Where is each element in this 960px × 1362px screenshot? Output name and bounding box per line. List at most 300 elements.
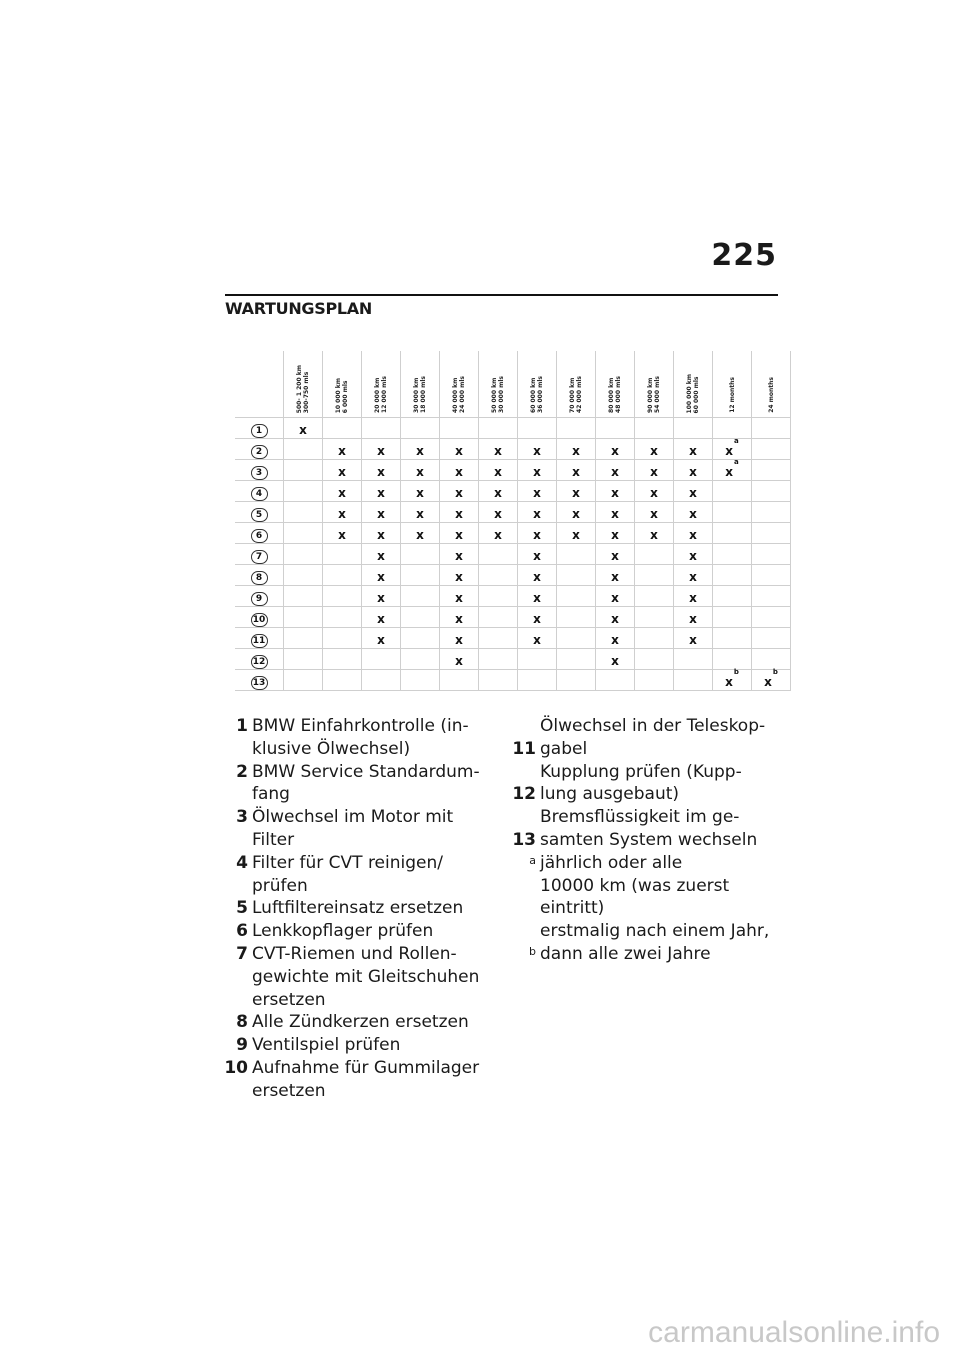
schedule-cell — [674, 628, 713, 649]
schedule-mark — [689, 570, 697, 584]
schedule-cell — [323, 502, 362, 523]
mark-x: x — [416, 485, 424, 500]
schedule-mark — [377, 633, 385, 647]
mark-x: x — [377, 464, 385, 479]
schedule-cell — [557, 544, 596, 565]
footnote-line — [500, 920, 790, 943]
legend-number: 7 — [236, 943, 248, 964]
row-number-badge: 10 — [251, 613, 268, 627]
schedule-cell — [635, 523, 674, 544]
schedule-cell — [596, 649, 635, 670]
legend-line — [212, 738, 497, 761]
legend-text: Ventilspiel prüfen — [252, 1035, 401, 1056]
schedule-mark — [455, 444, 463, 458]
schedule-cell — [362, 418, 401, 439]
column-header — [518, 351, 557, 418]
column-header — [713, 351, 752, 418]
column-header-label: 80 000 km 48 000 mls — [608, 376, 622, 413]
schedule-cell — [479, 628, 518, 649]
legend-line — [500, 715, 790, 738]
schedule-cell — [752, 481, 791, 502]
schedule-mark — [377, 486, 385, 500]
schedule-mark — [725, 436, 739, 458]
schedule-cell — [635, 586, 674, 607]
schedule-cell — [518, 649, 557, 670]
schedule-mark — [689, 444, 697, 458]
legend-line — [212, 1057, 497, 1080]
mark-x: x — [533, 443, 541, 458]
legend-line — [212, 875, 497, 898]
mark-x: x — [611, 506, 619, 521]
schedule-cell — [674, 439, 713, 460]
schedule-mark — [611, 507, 619, 521]
row-number-badge: 12 — [251, 655, 268, 669]
legend-line — [212, 897, 497, 920]
table-row — [235, 628, 791, 649]
schedule-cell — [557, 418, 596, 439]
schedule-cell — [479, 565, 518, 586]
mark-x: x — [764, 674, 772, 689]
legend-number: 9 — [236, 1035, 248, 1056]
legend-text: samten System wechseln — [540, 829, 758, 850]
schedule-cell — [362, 670, 401, 691]
schedule-mark — [416, 528, 424, 542]
column-header — [557, 351, 596, 418]
schedule-cell — [752, 439, 791, 460]
schedule-cell — [713, 586, 752, 607]
schedule-mark — [689, 549, 697, 563]
column-header-label: 20 000 km 12 000 mls — [374, 376, 388, 413]
schedule-mark — [377, 507, 385, 521]
row-number-badge: 6 — [251, 529, 268, 543]
footnote-line — [500, 852, 790, 875]
schedule-cell — [518, 670, 557, 691]
schedule-cell — [635, 607, 674, 628]
schedule-cell — [752, 628, 791, 649]
schedule-cell — [518, 607, 557, 628]
schedule-mark — [455, 549, 463, 563]
schedule-cell — [557, 586, 596, 607]
schedule-cell — [752, 607, 791, 628]
schedule-cell — [518, 565, 557, 586]
mark-x: x — [494, 485, 502, 500]
schedule-cell — [713, 649, 752, 670]
schedule-cell — [401, 460, 440, 481]
column-header — [479, 351, 518, 418]
column-header-label: 24 months — [767, 377, 775, 413]
schedule-cell — [323, 670, 362, 691]
legend-line — [212, 989, 497, 1012]
schedule-cell — [440, 607, 479, 628]
mark-x: x — [650, 506, 658, 521]
legend-text: Filter — [252, 829, 295, 850]
legend-line — [212, 761, 497, 784]
row-header — [235, 439, 284, 460]
schedule-cell — [557, 439, 596, 460]
legend-text: BMW Service Standardum- — [252, 761, 480, 782]
schedule-mark — [533, 465, 541, 479]
row-header — [235, 481, 284, 502]
schedule-cell — [440, 523, 479, 544]
mark-x: x — [377, 548, 385, 563]
schedule-cell — [284, 481, 323, 502]
table-corner — [235, 351, 284, 418]
mark-x: x — [533, 632, 541, 647]
schedule-cell — [557, 607, 596, 628]
table-row — [235, 439, 791, 460]
schedule-mark — [338, 528, 346, 542]
mark-x: x — [533, 527, 541, 542]
schedule-cell — [518, 628, 557, 649]
schedule-mark — [377, 444, 385, 458]
schedule-cell — [401, 544, 440, 565]
schedule-cell — [401, 628, 440, 649]
table-row — [235, 607, 791, 628]
mark-x: x — [611, 611, 619, 626]
schedule-cell — [323, 523, 362, 544]
schedule-cell — [713, 523, 752, 544]
schedule-mark — [494, 528, 502, 542]
schedule-cell — [362, 649, 401, 670]
row-header — [235, 565, 284, 586]
schedule-mark — [611, 528, 619, 542]
schedule-cell — [284, 607, 323, 628]
schedule-cell — [713, 436, 752, 460]
schedule-cell — [752, 523, 791, 544]
legend-number: 2 — [236, 761, 248, 782]
mark-x: x — [611, 632, 619, 647]
schedule-cell — [479, 502, 518, 523]
mark-x: x — [455, 506, 463, 521]
mark-x: x — [611, 485, 619, 500]
legend-line — [212, 920, 497, 943]
legend-text: CVT-Riemen und Rollen- — [252, 943, 457, 964]
table-row — [235, 502, 791, 523]
schedule-cell — [557, 523, 596, 544]
row-header — [235, 502, 284, 523]
schedule-cell — [362, 544, 401, 565]
schedule-mark — [455, 654, 463, 668]
maintenance-schedule-table — [235, 351, 791, 691]
mark-x: x — [689, 485, 697, 500]
schedule-cell — [284, 565, 323, 586]
footnote-text: eintritt) — [540, 898, 605, 919]
mark-x: x — [416, 443, 424, 458]
footnote-text: jährlich oder alle — [540, 852, 683, 873]
legend-text: BMW Einfahrkontrolle (in- — [252, 716, 469, 736]
schedule-cell — [401, 523, 440, 544]
schedule-mark — [689, 528, 697, 542]
schedule-cell — [557, 670, 596, 691]
mark-x: x — [650, 464, 658, 479]
column-header-label: 100 000 km 60 000 mls — [686, 373, 700, 413]
mark-x: x — [455, 632, 463, 647]
mark-x: x — [377, 632, 385, 647]
schedule-cell — [635, 670, 674, 691]
mark-x: x — [299, 422, 307, 437]
mark-x: x — [611, 569, 619, 584]
schedule-cell — [284, 460, 323, 481]
schedule-mark — [455, 528, 463, 542]
mark-x: x — [455, 653, 463, 668]
mark-x: x — [725, 674, 733, 689]
schedule-cell — [752, 460, 791, 481]
table-row — [235, 586, 791, 607]
legend-text: prüfen — [252, 875, 308, 896]
mark-x: x — [650, 485, 658, 500]
schedule-mark — [377, 465, 385, 479]
schedule-cell — [596, 523, 635, 544]
column-header — [752, 351, 791, 418]
legend-text: fang — [252, 784, 290, 805]
schedule-cell — [596, 544, 635, 565]
mark-x: x — [650, 443, 658, 458]
row-number-badge: 2 — [251, 445, 268, 459]
legend-text: Bremsflüssigkeit im ge- — [540, 807, 740, 828]
schedule-cell — [635, 439, 674, 460]
schedule-cell — [713, 667, 752, 691]
schedule-cell — [323, 418, 362, 439]
mark-x: x — [494, 527, 502, 542]
legend-text: Filter für CVT reinigen/ — [252, 852, 443, 873]
mark-x: x — [611, 443, 619, 458]
schedule-mark — [611, 654, 619, 668]
schedule-mark — [611, 591, 619, 605]
legend-line — [212, 783, 497, 806]
schedule-cell — [401, 502, 440, 523]
mark-x: x — [611, 548, 619, 563]
mark-x: x — [338, 464, 346, 479]
schedule-mark — [725, 457, 739, 479]
row-header — [235, 544, 284, 565]
schedule-cell — [752, 565, 791, 586]
legend-text: klusive Ölwechsel) — [252, 738, 411, 759]
schedule-cell — [479, 460, 518, 481]
schedule-mark — [455, 591, 463, 605]
schedule-cell — [440, 460, 479, 481]
schedule-cell — [557, 460, 596, 481]
mark-x: x — [572, 506, 580, 521]
table-row — [235, 544, 791, 565]
mark-x: x — [338, 443, 346, 458]
row-number-badge: 11 — [251, 634, 268, 648]
schedule-cell — [401, 586, 440, 607]
legend-line — [212, 829, 497, 852]
mark-x: x — [533, 464, 541, 479]
schedule-cell — [401, 670, 440, 691]
column-header-label: 70 000 km 42 000 mls — [569, 376, 583, 413]
legend-line — [212, 1080, 497, 1103]
schedule-mark — [533, 486, 541, 500]
schedule-mark — [611, 444, 619, 458]
schedule-cell — [635, 460, 674, 481]
schedule-cell — [362, 502, 401, 523]
schedule-cell — [479, 523, 518, 544]
row-number-badge: 1 — [251, 424, 268, 438]
schedule-mark — [533, 633, 541, 647]
schedule-cell — [362, 523, 401, 544]
table-row — [235, 418, 791, 439]
legend-number: 11 — [512, 738, 536, 759]
schedule-cell — [479, 607, 518, 628]
header-rule — [225, 294, 778, 296]
column-header — [323, 351, 362, 418]
row-number-badge: 4 — [251, 487, 268, 501]
schedule-mark — [611, 570, 619, 584]
schedule-cell — [362, 586, 401, 607]
schedule-mark — [689, 507, 697, 521]
legend-text: ersetzen — [252, 989, 326, 1010]
legend-line — [500, 738, 790, 761]
schedule-cell — [323, 607, 362, 628]
schedule-mark — [689, 612, 697, 626]
schedule-cell — [596, 502, 635, 523]
legend-number: 13 — [512, 829, 536, 850]
legend-text: gewichte mit Gleitschuhen — [252, 966, 480, 987]
legend-number: 5 — [236, 898, 248, 919]
mark-x: x — [689, 527, 697, 542]
schedule-mark — [689, 465, 697, 479]
schedule-cell — [323, 460, 362, 481]
schedule-mark — [572, 528, 580, 542]
mark-x: x — [455, 443, 463, 458]
legend-right-column — [500, 715, 790, 966]
schedule-cell — [518, 481, 557, 502]
footnote-line — [500, 875, 790, 898]
footnote-text: 10000 km (was zuerst — [540, 875, 730, 896]
footnote-text: erstmalig nach einem Jahr, — [540, 921, 770, 942]
schedule-cell — [362, 607, 401, 628]
schedule-cell — [713, 481, 752, 502]
schedule-mark — [611, 486, 619, 500]
schedule-mark — [572, 444, 580, 458]
legend-line — [212, 943, 497, 966]
schedule-cell — [362, 565, 401, 586]
legend-number: 1 — [236, 716, 248, 736]
legend-text: Lenkkopflager prüfen — [252, 921, 434, 942]
row-number-badge: 9 — [251, 592, 268, 606]
schedule-cell — [557, 565, 596, 586]
legend-text: Alle Zündkerzen ersetzen — [252, 1012, 469, 1033]
section-title: WARTUNGSPLAN — [225, 299, 372, 318]
mark-x: x — [533, 506, 541, 521]
mark-x: x — [377, 611, 385, 626]
schedule-cell — [401, 649, 440, 670]
schedule-cell — [518, 418, 557, 439]
schedule-mark — [338, 507, 346, 521]
schedule-cell — [518, 544, 557, 565]
schedule-mark — [377, 591, 385, 605]
schedule-mark — [455, 465, 463, 479]
mark-x: x — [689, 443, 697, 458]
mark-x: x — [611, 527, 619, 542]
mark-x: x — [533, 590, 541, 605]
table-row — [235, 523, 791, 544]
schedule-cell — [713, 544, 752, 565]
footnote-reference: b — [772, 667, 778, 676]
schedule-mark — [338, 444, 346, 458]
schedule-cell — [401, 418, 440, 439]
mark-x: x — [689, 632, 697, 647]
maintenance-table-container — [235, 351, 791, 691]
schedule-cell — [752, 649, 791, 670]
column-header-label: 60 000 km 36 000 mls — [530, 376, 544, 413]
schedule-mark — [416, 486, 424, 500]
schedule-cell — [323, 481, 362, 502]
legend-line — [212, 1034, 497, 1057]
schedule-cell — [323, 565, 362, 586]
mark-x: x — [611, 590, 619, 605]
schedule-cell — [323, 439, 362, 460]
mark-x: x — [416, 464, 424, 479]
mark-x: x — [455, 464, 463, 479]
mark-x: x — [455, 527, 463, 542]
schedule-cell — [479, 670, 518, 691]
schedule-cell — [752, 502, 791, 523]
mark-x: x — [572, 527, 580, 542]
schedule-mark — [533, 507, 541, 521]
mark-x: x — [377, 506, 385, 521]
schedule-mark — [338, 486, 346, 500]
legend-number: 10 — [224, 1057, 248, 1078]
mark-x: x — [377, 443, 385, 458]
schedule-cell — [752, 544, 791, 565]
mark-x: x — [494, 464, 502, 479]
schedule-cell — [323, 586, 362, 607]
schedule-mark — [533, 549, 541, 563]
mark-x: x — [494, 443, 502, 458]
schedule-cell — [362, 439, 401, 460]
schedule-cell — [635, 418, 674, 439]
schedule-mark — [455, 570, 463, 584]
schedule-cell — [284, 502, 323, 523]
schedule-mark — [299, 423, 307, 437]
schedule-mark — [650, 465, 658, 479]
mark-x: x — [416, 506, 424, 521]
schedule-cell — [596, 439, 635, 460]
schedule-cell — [752, 586, 791, 607]
schedule-mark — [416, 507, 424, 521]
mark-x: x — [689, 611, 697, 626]
schedule-mark — [650, 528, 658, 542]
legend-line — [212, 1011, 497, 1034]
schedule-mark — [494, 465, 502, 479]
schedule-mark — [416, 444, 424, 458]
page-number: 225 — [711, 238, 777, 273]
schedule-cell — [401, 565, 440, 586]
schedule-cell — [596, 607, 635, 628]
schedule-cell — [674, 523, 713, 544]
mark-x: x — [338, 506, 346, 521]
mark-x: x — [725, 464, 733, 479]
row-header — [235, 586, 284, 607]
schedule-cell — [479, 544, 518, 565]
schedule-cell — [674, 460, 713, 481]
mark-x: x — [494, 506, 502, 521]
schedule-cell — [401, 439, 440, 460]
schedule-mark — [611, 549, 619, 563]
footnote-line — [500, 897, 790, 920]
schedule-cell — [674, 502, 713, 523]
schedule-mark — [416, 465, 424, 479]
schedule-cell — [440, 544, 479, 565]
mark-x: x — [377, 569, 385, 584]
row-number-badge: 8 — [251, 571, 268, 585]
mark-x: x — [689, 590, 697, 605]
row-number-badge: 5 — [251, 508, 268, 522]
schedule-mark — [611, 612, 619, 626]
column-header — [635, 351, 674, 418]
